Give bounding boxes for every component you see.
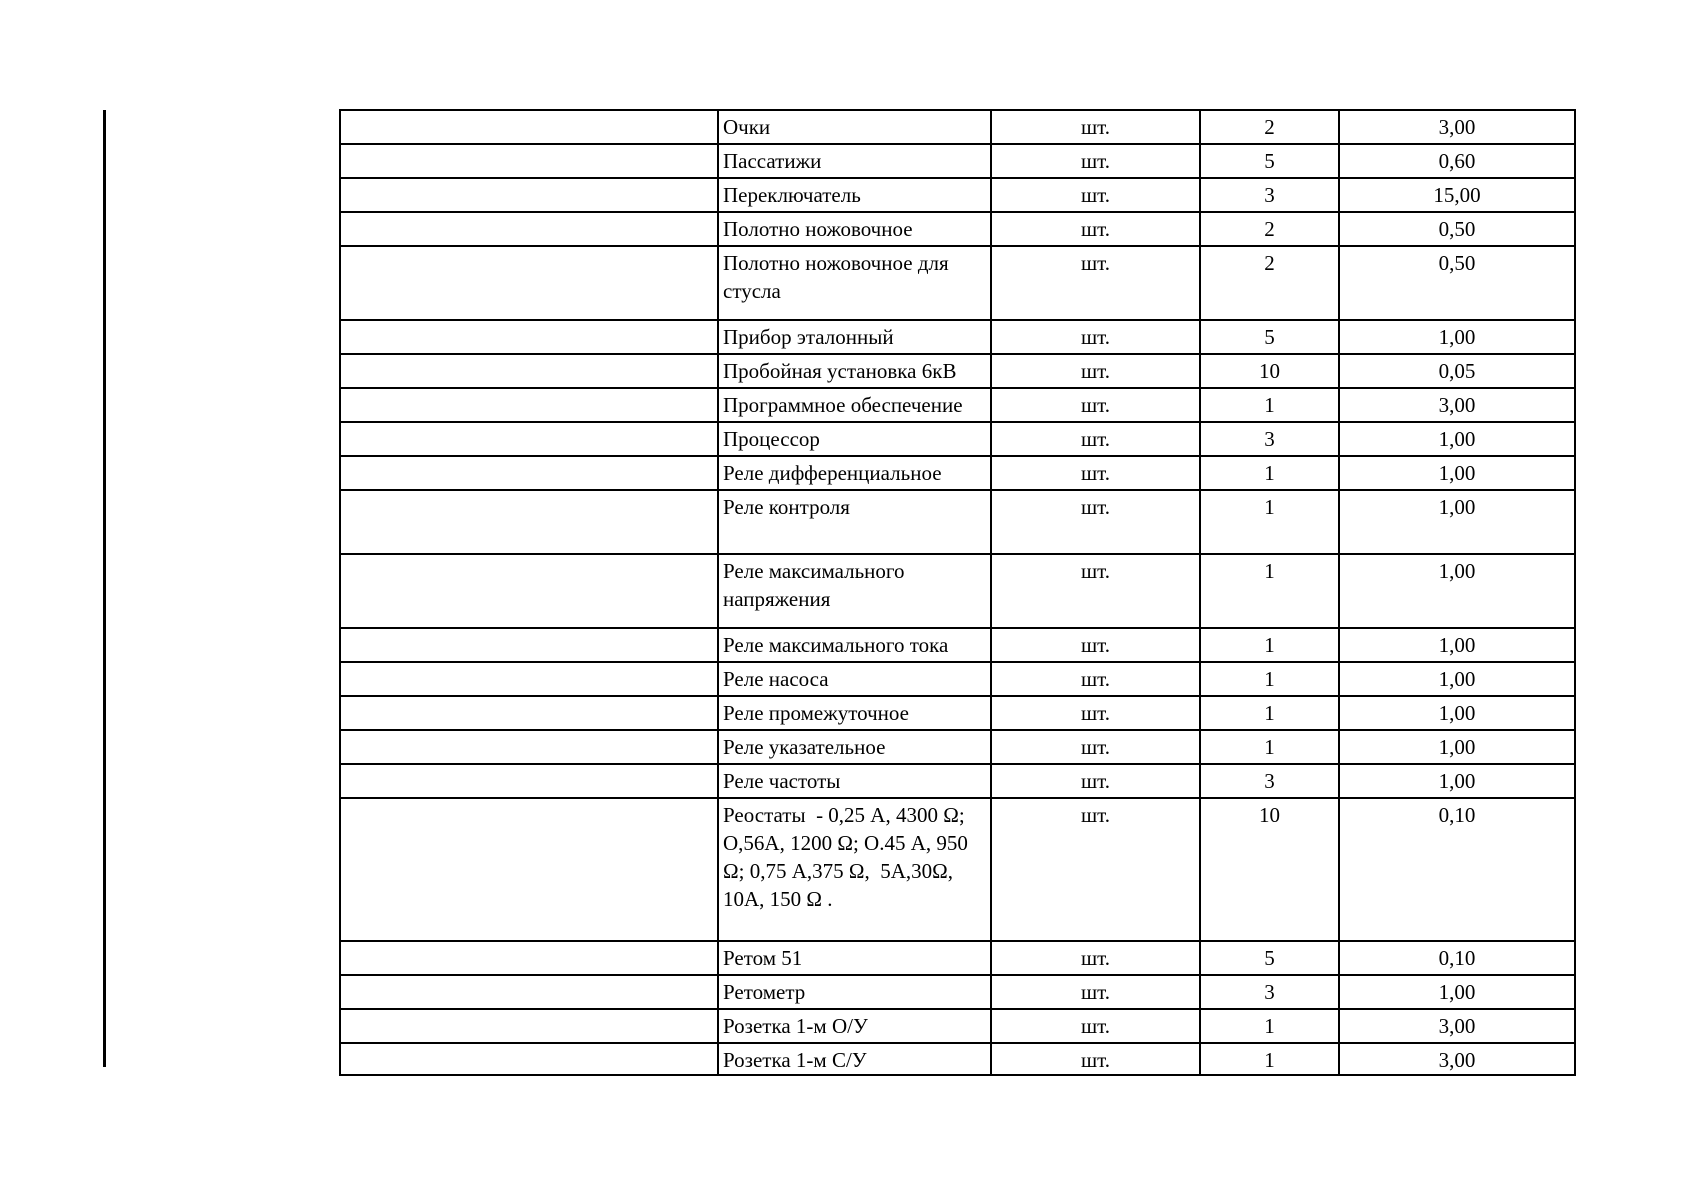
table-row [340, 730, 1575, 764]
quantity-cell: 5 [1200, 320, 1339, 354]
value-cell: 1,00 [1339, 696, 1575, 730]
table-row [340, 554, 1575, 628]
quantity-cell: 3 [1200, 178, 1339, 212]
quantity-cell: 10 [1200, 354, 1339, 388]
unit-cell: шт. [991, 554, 1200, 628]
value-cell: 3,00 [1339, 1043, 1575, 1075]
unit-cell: шт. [991, 320, 1200, 354]
table-row [340, 246, 1575, 320]
item-name-cell: Реле максимального напряжения [718, 554, 991, 628]
table-row [340, 178, 1575, 212]
quantity-cell: 1 [1200, 1009, 1339, 1043]
value-cell: 3,00 [1339, 388, 1575, 422]
value-cell: 15,00 [1339, 178, 1575, 212]
quantity-cell: 1 [1200, 1043, 1339, 1075]
value-cell: 0,50 [1339, 212, 1575, 246]
item-name-cell: Полотно ножовочное [718, 212, 991, 246]
unit-cell: шт. [991, 388, 1200, 422]
quantity-cell: 2 [1200, 110, 1339, 144]
table-row [340, 941, 1575, 975]
table-row [340, 696, 1575, 730]
quantity-cell: 1 [1200, 456, 1339, 490]
unit-cell: шт. [991, 1043, 1200, 1075]
empty-cell [340, 662, 718, 696]
empty-cell [340, 975, 718, 1009]
quantity-cell: 3 [1200, 764, 1339, 798]
item-name-cell: Реле частоты [718, 764, 991, 798]
item-name-cell: Ретометр [718, 975, 991, 1009]
unit-cell: шт. [991, 246, 1200, 320]
empty-cell [340, 798, 718, 941]
empty-cell [340, 1009, 718, 1043]
empty-cell [340, 456, 718, 490]
item-name-cell: Реле указательное [718, 730, 991, 764]
value-cell: 1,00 [1339, 764, 1575, 798]
empty-cell [340, 941, 718, 975]
value-cell: 1,00 [1339, 456, 1575, 490]
item-name-cell: Процессор [718, 422, 991, 456]
empty-cell [340, 320, 718, 354]
unit-cell: шт. [991, 662, 1200, 696]
unit-cell: шт. [991, 798, 1200, 941]
item-name-cell: Прибор эталонный [718, 320, 991, 354]
empty-cell [340, 422, 718, 456]
empty-cell [340, 490, 718, 554]
unit-cell: шт. [991, 178, 1200, 212]
quantity-cell: 2 [1200, 212, 1339, 246]
unit-cell: шт. [991, 354, 1200, 388]
table-row [340, 354, 1575, 388]
table-row [340, 110, 1575, 144]
item-name-cell: Реле максимального тока [718, 628, 991, 662]
empty-cell [340, 178, 718, 212]
value-cell: 1,00 [1339, 730, 1575, 764]
table-row [340, 975, 1575, 1009]
unit-cell: шт. [991, 144, 1200, 178]
table-row [340, 764, 1575, 798]
item-name-cell: Розетка 1-м О/У [718, 1009, 991, 1043]
quantity-cell: 5 [1200, 144, 1339, 178]
item-name-cell: Пробойная установка 6кВ [718, 354, 991, 388]
item-name-cell: Реле насоса [718, 662, 991, 696]
value-cell: 0,10 [1339, 941, 1575, 975]
quantity-cell: 1 [1200, 662, 1339, 696]
quantity-cell: 1 [1200, 696, 1339, 730]
value-cell: 0,60 [1339, 144, 1575, 178]
empty-cell [340, 354, 718, 388]
table-row [340, 490, 1575, 554]
empty-cell [340, 388, 718, 422]
empty-cell [340, 246, 718, 320]
unit-cell: шт. [991, 730, 1200, 764]
quantity-cell: 1 [1200, 388, 1339, 422]
unit-cell: шт. [991, 696, 1200, 730]
empty-cell [340, 628, 718, 662]
empty-cell [340, 212, 718, 246]
value-cell: 1,00 [1339, 422, 1575, 456]
items-table [339, 109, 1576, 1076]
unit-cell: шт. [991, 941, 1200, 975]
value-cell: 3,00 [1339, 110, 1575, 144]
empty-cell [340, 730, 718, 764]
empty-cell [340, 696, 718, 730]
table-row [340, 1009, 1575, 1043]
table-row [340, 1043, 1575, 1075]
quantity-cell: 1 [1200, 490, 1339, 554]
quantity-cell: 3 [1200, 422, 1339, 456]
quantity-cell: 1 [1200, 628, 1339, 662]
table-row [340, 144, 1575, 178]
item-name-cell: Реостаты - 0,25 А, 4300 Ω; O,56A, 1200 Ω; O.45 А, 950 Ω; 0,75 А,375 Ω, 5А,30Ω, 10А, 150 Ω . [718, 798, 991, 941]
item-name-cell: Реле контроля [718, 490, 991, 554]
unit-cell: шт. [991, 764, 1200, 798]
table-row [340, 798, 1575, 941]
quantity-cell: 2 [1200, 246, 1339, 320]
item-name-cell: Реле промежуточное [718, 696, 991, 730]
quantity-cell: 5 [1200, 941, 1339, 975]
value-cell: 1,00 [1339, 320, 1575, 354]
item-name-cell: Полотно ножовочное для стусла [718, 246, 991, 320]
table-row [340, 422, 1575, 456]
table-row [340, 388, 1575, 422]
unit-cell: шт. [991, 490, 1200, 554]
value-cell: 1,00 [1339, 628, 1575, 662]
item-name-cell: Реле дифференциальное [718, 456, 991, 490]
quantity-cell: 3 [1200, 975, 1339, 1009]
value-cell: 0,05 [1339, 354, 1575, 388]
unit-cell: шт. [991, 212, 1200, 246]
items-table-body [340, 110, 1575, 1075]
table-row [340, 456, 1575, 490]
table-row [340, 662, 1575, 696]
unit-cell: шт. [991, 422, 1200, 456]
unit-cell: шт. [991, 1009, 1200, 1043]
quantity-cell: 1 [1200, 554, 1339, 628]
table-row [340, 212, 1575, 246]
unit-cell: шт. [991, 975, 1200, 1009]
empty-cell [340, 1043, 718, 1075]
item-name-cell: Очки [718, 110, 991, 144]
item-name-cell: Розетка 1-м С/У [718, 1043, 991, 1075]
value-cell: 1,00 [1339, 490, 1575, 554]
value-cell: 1,00 [1339, 975, 1575, 1009]
empty-cell [340, 144, 718, 178]
value-cell: 0,50 [1339, 246, 1575, 320]
left-margin-rule [103, 110, 106, 1067]
value-cell: 1,00 [1339, 554, 1575, 628]
table-row [340, 320, 1575, 354]
unit-cell: шт. [991, 110, 1200, 144]
item-name-cell: Ретом 51 [718, 941, 991, 975]
value-cell: 0,10 [1339, 798, 1575, 941]
item-name-cell: Переключатель [718, 178, 991, 212]
item-name-cell: Программное обеспечение [718, 388, 991, 422]
unit-cell: шт. [991, 456, 1200, 490]
empty-cell [340, 764, 718, 798]
table-row [340, 628, 1575, 662]
empty-cell [340, 554, 718, 628]
value-cell: 1,00 [1339, 662, 1575, 696]
empty-cell [340, 110, 718, 144]
value-cell: 3,00 [1339, 1009, 1575, 1043]
unit-cell: шт. [991, 628, 1200, 662]
item-name-cell: Пассатижи [718, 144, 991, 178]
quantity-cell: 10 [1200, 798, 1339, 941]
quantity-cell: 1 [1200, 730, 1339, 764]
